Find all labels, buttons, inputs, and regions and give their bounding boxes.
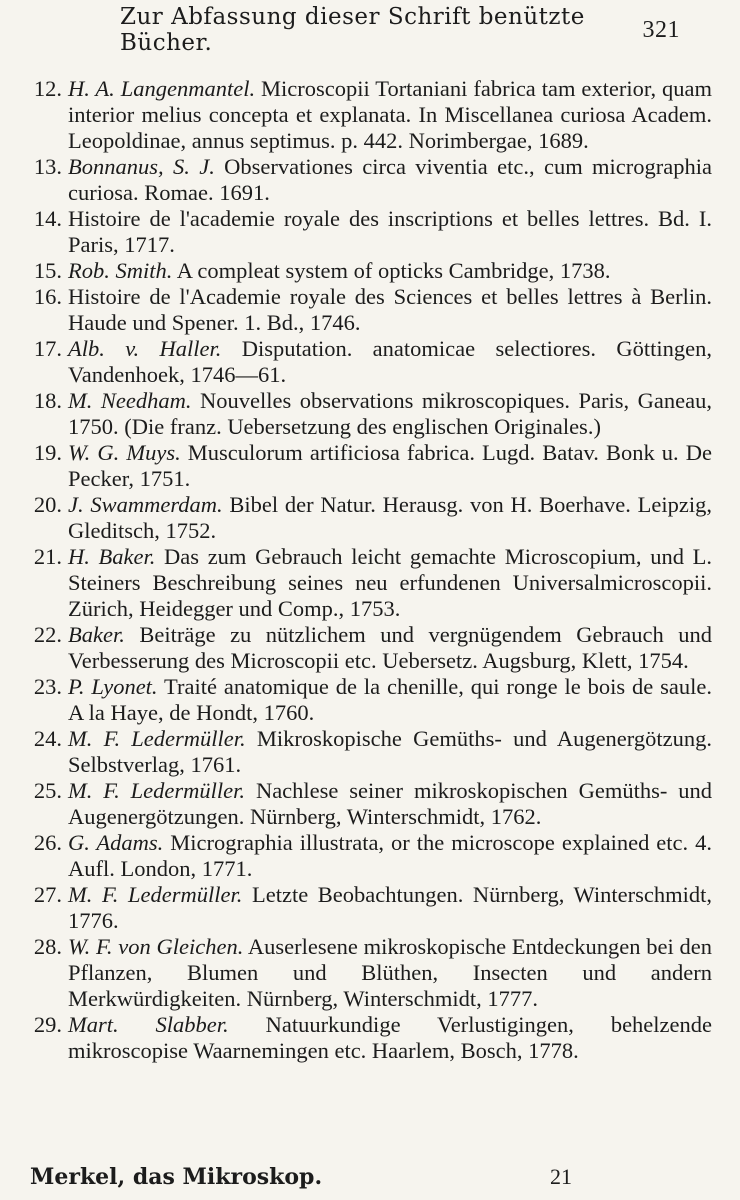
entry-text — [68, 76, 712, 154]
entry-number: 12. — [33, 76, 62, 101]
entry-citation: Mikroskopische Gemüths- und Augenergötzung. Selbstverlag, 1761. — [68, 726, 712, 777]
signature-mark: Merkel, das Mikroskop. — [30, 1164, 323, 1190]
entry-number: 20. — [33, 492, 62, 517]
bibliography-entry — [20, 258, 712, 284]
sheet-number: 21 — [550, 1164, 572, 1189]
entry-number: 29. — [33, 1012, 62, 1037]
entry-author: J. Swammerdam. — [68, 492, 223, 517]
entry-author: M. F. Ledermüller. — [68, 726, 246, 751]
entry-number: 25. — [33, 778, 62, 803]
entry-text — [68, 154, 712, 206]
bibliography-entry — [20, 544, 712, 622]
page-header — [120, 4, 680, 56]
bibliography-entry — [20, 76, 712, 154]
entry-author: M. F. Ledermüller. — [68, 882, 243, 907]
running-title: Zur Abfassung dieser Schrift benützte Bücher. — [120, 4, 585, 56]
entry-citation: Auserlesene mikroskopische Entdeckungen bei den Pflanzen, Blumen und Blüthen, Insecten und andern Merkwürdigkeiten. Nürnberg, Winterschmidt, 1777. — [68, 934, 712, 1011]
entry-citation: Letzte Beobachtungen. Nürnberg, Winterschmidt, 1776. — [68, 882, 712, 933]
entry-citation: Micrographia illustrata, or the microscope explained etc. 4. Aufl. London, 1771. — [68, 830, 712, 881]
entry-author: M. Needham. — [68, 388, 192, 413]
entry-text — [68, 258, 712, 284]
entry-number: 24. — [33, 726, 62, 751]
entry-citation: Beiträge zu nützlichem und vergnügendem Gebrauch und Verbesserung des Microscopii etc. Uebersetz. Augsburg, Klett, 1754. — [68, 622, 712, 673]
entry-text — [68, 622, 712, 674]
bibliography-entry — [20, 440, 712, 492]
entry-text — [68, 440, 712, 492]
bibliography-entry — [20, 778, 712, 830]
entry-citation: A compleat system of opticks Cambridge, 1738. — [172, 258, 611, 283]
bibliography-entry — [20, 284, 712, 336]
bibliography-entry — [20, 882, 712, 934]
entry-citation: Bibel der Natur. Herausg. von H. Boerhave. Leipzig, Gleditsch, 1752. — [68, 492, 712, 543]
entry-author: H. A. Langenmantel. — [68, 76, 256, 101]
entry-citation: Histoire de l'academie royale des inscriptions et belles lettres. Bd. I. Paris, 1717. — [68, 206, 712, 257]
entry-text — [68, 726, 712, 778]
entry-text — [68, 778, 712, 830]
entry-text — [68, 206, 712, 258]
entry-text — [68, 492, 712, 544]
bibliography-entry — [20, 154, 712, 206]
bibliography-entry — [20, 388, 712, 440]
bibliography-list — [20, 76, 712, 1064]
entry-number: 28. — [33, 934, 62, 959]
entry-author: G. Adams. — [68, 830, 164, 855]
bibliography-entry — [20, 674, 712, 726]
entry-text — [68, 388, 712, 440]
entry-citation: Traité anatomique de la chenille, qui ronge le bois de saule. A la Haye, de Hondt, 1760. — [68, 674, 712, 725]
entry-citation: Natuurkundige Verlustigingen, behelzende mikroscopise Waarnemingen etc. Haarlem, Bosch, 1778. — [68, 1012, 713, 1063]
entry-citation: Disputation. anatomicae selectiores. Göttingen, Vandenhoek, 1746—61. — [68, 336, 712, 387]
entry-text — [68, 284, 712, 336]
bibliography-entry — [20, 726, 712, 778]
entry-author: Alb. v. Haller. — [68, 336, 222, 361]
entry-number: 26. — [33, 830, 62, 855]
entry-author: W. G. Muys. — [68, 440, 181, 465]
bibliography-entry — [20, 830, 712, 882]
entry-number: 27. — [33, 882, 62, 907]
entry-citation: Histoire de l'Academie royale des Sciences et belles lettres à Berlin. Haude und Spener. 1. Bd., 1746. — [68, 284, 712, 335]
entry-author: W. F. von Gleichen. — [68, 934, 244, 959]
entry-text — [68, 882, 712, 934]
bibliography-entry — [20, 1012, 712, 1064]
entry-citation: Nachlese seiner mikroskopischen Gemüths- und Augenergötzungen. Nürnberg, Winterschmidt, 1762. — [68, 778, 712, 829]
page-footer — [30, 1164, 710, 1194]
entry-citation: Das zum Gebrauch leicht gemachte Microscopium, und L. Steiners Beschreibung seines neu erfundenen Universalmicroscopii. Zürich, Heidegger und Comp., 1753. — [68, 544, 712, 621]
entry-number: 19. — [33, 440, 62, 465]
entry-author: Rob. Smith. — [68, 258, 173, 283]
entry-number: 18. — [33, 388, 62, 413]
entry-text — [68, 674, 712, 726]
entry-author: Bonnanus, S. J. — [68, 154, 215, 179]
entry-text — [68, 1012, 712, 1064]
entry-number: 17. — [33, 336, 62, 361]
bibliography-entry — [20, 492, 712, 544]
entry-text — [68, 934, 712, 1012]
entry-text — [68, 830, 712, 882]
entry-number: 15. — [33, 258, 62, 283]
entry-text — [68, 336, 712, 388]
bibliography-entry — [20, 206, 712, 258]
entry-author: Mart. Slabber. — [68, 1012, 229, 1037]
entry-number: 22. — [33, 622, 62, 647]
entry-author: H. Baker. — [68, 544, 156, 569]
entry-citation: Microscopii Tortaniani fabrica tam exterior, quam interior melius concepta et explanata. In Miscellanea curiosa Academ. Leopoldinae, annus septimus. p. 442. Norimbergae, 1689. — [68, 76, 713, 153]
entry-author: M. F. Ledermüller. — [68, 778, 246, 803]
bibliography-entry — [20, 336, 712, 388]
entry-citation: Musculorum artificiosa fabrica. Lugd. Batav. Bonk u. De Pecker, 1751. — [68, 440, 712, 491]
entry-citation: Nouvelles observations mikroscopiques. Paris, Ganeau, 1750. (Die franz. Uebersetzung des englischen Originales.) — [68, 388, 712, 439]
entry-author: Baker. — [68, 622, 125, 647]
entry-number: 14. — [33, 206, 62, 231]
entry-number: 21. — [33, 544, 62, 569]
entry-number: 16. — [33, 284, 62, 309]
entry-number: 23. — [33, 674, 62, 699]
entry-author: P. Lyonet. — [68, 674, 158, 699]
page-number: 321 — [642, 16, 680, 43]
entry-citation: Observationes circa viventia etc., cum micrographia curiosa. Romae. 1691. — [68, 154, 712, 205]
bibliography-entry — [20, 622, 712, 674]
entry-text — [68, 544, 712, 622]
bibliography-entry — [20, 934, 712, 1012]
entry-number: 13. — [33, 154, 62, 179]
